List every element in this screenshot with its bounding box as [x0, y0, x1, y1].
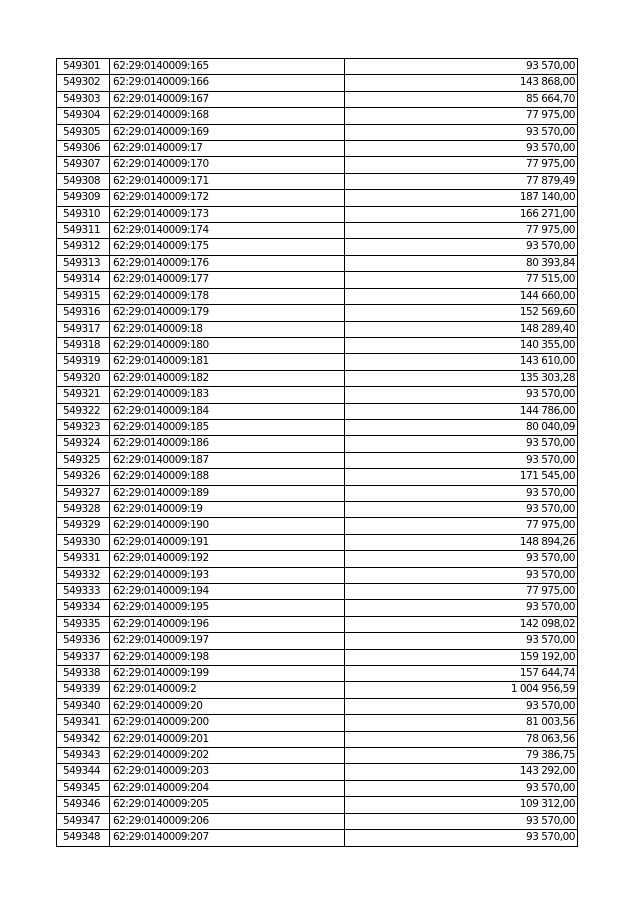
row-id-cell: 549309 [57, 190, 110, 206]
cadastral-value-cell: 148 289,40 [345, 321, 578, 337]
cadastral-number-cell: 62:29:0140009:193 [110, 567, 345, 583]
cadastral-value-cell: 1 004 956,59 [345, 682, 578, 698]
table-row [57, 157, 578, 173]
cadastral-number-cell: 62:29:0140009:178 [110, 288, 345, 304]
table-row [57, 780, 578, 796]
cadastral-number-cell: 62:29:0140009:189 [110, 485, 345, 501]
table-row [57, 239, 578, 255]
row-id-cell: 549344 [57, 764, 110, 780]
row-id-cell: 549331 [57, 551, 110, 567]
cadastral-value-cell: 93 570,00 [345, 830, 578, 846]
cadastral-value-cell: 93 570,00 [345, 633, 578, 649]
cadastral-value-cell: 135 303,28 [345, 370, 578, 386]
cadastral-number-cell: 62:29:0140009:195 [110, 600, 345, 616]
table-row [57, 501, 578, 517]
table-row [57, 403, 578, 419]
row-id-cell: 549313 [57, 255, 110, 271]
table-row [57, 830, 578, 846]
cadastral-value-cell: 77 975,00 [345, 223, 578, 239]
cadastral-number-cell: 62:29:0140009:199 [110, 666, 345, 682]
row-id-cell: 549320 [57, 370, 110, 386]
table-row [57, 75, 578, 91]
cadastral-value-cell: 142 098,02 [345, 616, 578, 632]
table-row [57, 469, 578, 485]
row-id-cell: 549312 [57, 239, 110, 255]
table-row [57, 616, 578, 632]
row-id-cell: 549332 [57, 567, 110, 583]
cadastral-value-cell: 157 644,74 [345, 666, 578, 682]
cadastral-number-cell: 62:29:0140009:171 [110, 173, 345, 189]
cadastral-value-cell: 81 003,56 [345, 715, 578, 731]
table-row [57, 452, 578, 468]
row-id-cell: 549326 [57, 469, 110, 485]
row-id-cell: 549301 [57, 59, 110, 75]
cadastral-value-cell: 143 610,00 [345, 354, 578, 370]
cadastral-value-cell: 148 894,26 [345, 534, 578, 550]
row-id-cell: 549316 [57, 305, 110, 321]
cadastral-number-cell: 62:29:0140009:20 [110, 698, 345, 714]
cadastral-number-cell: 62:29:0140009:202 [110, 748, 345, 764]
cadastral-number-cell: 62:29:0140009:165 [110, 59, 345, 75]
cadastral-value-cell: 93 570,00 [345, 387, 578, 403]
cadastral-number-cell: 62:29:0140009:166 [110, 75, 345, 91]
table-row [57, 190, 578, 206]
row-id-cell: 549327 [57, 485, 110, 501]
cadastral-value-cell: 93 570,00 [345, 141, 578, 157]
row-id-cell: 549348 [57, 830, 110, 846]
cadastral-number-cell: 62:29:0140009:186 [110, 436, 345, 452]
cadastral-value-cell: 93 570,00 [345, 567, 578, 583]
cadastral-value-cell: 93 570,00 [345, 813, 578, 829]
cadastral-number-cell: 62:29:0140009:19 [110, 501, 345, 517]
cadastral-number-cell: 62:29:0140009:204 [110, 780, 345, 796]
table-row [57, 764, 578, 780]
cadastral-value-cell: 109 312,00 [345, 797, 578, 813]
cadastral-value-cell: 187 140,00 [345, 190, 578, 206]
row-id-cell: 549339 [57, 682, 110, 698]
table-row [57, 715, 578, 731]
cadastral-value-cell: 93 570,00 [345, 698, 578, 714]
row-id-cell: 549305 [57, 124, 110, 140]
cadastral-value-cell: 152 569,60 [345, 305, 578, 321]
row-id-cell: 549311 [57, 223, 110, 239]
cadastral-number-cell: 62:29:0140009:168 [110, 108, 345, 124]
cadastral-value-cell: 79 386,75 [345, 748, 578, 764]
row-id-cell: 549343 [57, 748, 110, 764]
cadastral-number-cell: 62:29:0140009:167 [110, 91, 345, 107]
cadastral-value-cell: 143 868,00 [345, 75, 578, 91]
table-row [57, 682, 578, 698]
cadastral-number-cell: 62:29:0140009:175 [110, 239, 345, 255]
table-row [57, 485, 578, 501]
table-row [57, 698, 578, 714]
row-id-cell: 549324 [57, 436, 110, 452]
cadastral-number-cell: 62:29:0140009:198 [110, 649, 345, 665]
row-id-cell: 549342 [57, 731, 110, 747]
document-page [56, 58, 577, 847]
cadastral-number-cell: 62:29:0140009:182 [110, 370, 345, 386]
table-row [57, 223, 578, 239]
row-id-cell: 549318 [57, 337, 110, 353]
cadastral-number-cell: 62:29:0140009:183 [110, 387, 345, 403]
table-row [57, 173, 578, 189]
cadastral-value-cell: 143 292,00 [345, 764, 578, 780]
cadastral-value-cell: 144 660,00 [345, 288, 578, 304]
cadastral-value-cell: 159 192,00 [345, 649, 578, 665]
cadastral-number-cell: 62:29:0140009:196 [110, 616, 345, 632]
table-row [57, 797, 578, 813]
table-row [57, 813, 578, 829]
table-row [57, 600, 578, 616]
row-id-cell: 549322 [57, 403, 110, 419]
row-id-cell: 549303 [57, 91, 110, 107]
table-row [57, 255, 578, 271]
table-row [57, 633, 578, 649]
cadastral-value-cell: 171 545,00 [345, 469, 578, 485]
cadastral-number-cell: 62:29:0140009:17 [110, 141, 345, 157]
table-row [57, 419, 578, 435]
cadastral-value-cell: 78 063,56 [345, 731, 578, 747]
cadastral-number-cell: 62:29:0140009:181 [110, 354, 345, 370]
cadastral-value-cell: 77 975,00 [345, 518, 578, 534]
cadastral-number-cell: 62:29:0140009:206 [110, 813, 345, 829]
cadastral-value-cell: 77 975,00 [345, 157, 578, 173]
row-id-cell: 549335 [57, 616, 110, 632]
row-id-cell: 549333 [57, 584, 110, 600]
table-row [57, 354, 578, 370]
cadastral-value-cell: 144 786,00 [345, 403, 578, 419]
cadastral-number-cell: 62:29:0140009:203 [110, 764, 345, 780]
cadastral-number-cell: 62:29:0140009:180 [110, 337, 345, 353]
row-id-cell: 549321 [57, 387, 110, 403]
cadastral-value-cell: 77 879,49 [345, 173, 578, 189]
table-row [57, 141, 578, 157]
cadastral-number-cell: 62:29:0140009:205 [110, 797, 345, 813]
row-id-cell: 549336 [57, 633, 110, 649]
table-row [57, 305, 578, 321]
cadastral-number-cell: 62:29:0140009:187 [110, 452, 345, 468]
table-row [57, 91, 578, 107]
cadastral-number-cell: 62:29:0140009:194 [110, 584, 345, 600]
table-row [57, 108, 578, 124]
row-id-cell: 549304 [57, 108, 110, 124]
cadastral-value-cell: 93 570,00 [345, 124, 578, 140]
cadastral-number-cell: 62:29:0140009:200 [110, 715, 345, 731]
table-row [57, 337, 578, 353]
cadastral-value-cell: 80 040,09 [345, 419, 578, 435]
table-row [57, 272, 578, 288]
row-id-cell: 549347 [57, 813, 110, 829]
table-row [57, 387, 578, 403]
cadastral-value-cell: 85 664,70 [345, 91, 578, 107]
row-id-cell: 549314 [57, 272, 110, 288]
cadastral-value-cell: 80 393,84 [345, 255, 578, 271]
table-row [57, 584, 578, 600]
table-row [57, 124, 578, 140]
row-id-cell: 549307 [57, 157, 110, 173]
row-id-cell: 549345 [57, 780, 110, 796]
cadastral-number-cell: 62:29:0140009:169 [110, 124, 345, 140]
table-row [57, 59, 578, 75]
cadastral-number-cell: 62:29:0140009:207 [110, 830, 345, 846]
row-id-cell: 549346 [57, 797, 110, 813]
row-id-cell: 549328 [57, 501, 110, 517]
cadastral-value-cell: 93 570,00 [345, 436, 578, 452]
row-id-cell: 549334 [57, 600, 110, 616]
table-row [57, 551, 578, 567]
cadastral-number-cell: 62:29:0140009:197 [110, 633, 345, 649]
row-id-cell: 549330 [57, 534, 110, 550]
cadastral-number-cell: 62:29:0140009:18 [110, 321, 345, 337]
cadastral-number-cell: 62:29:0140009:176 [110, 255, 345, 271]
cadastral-value-cell: 93 570,00 [345, 452, 578, 468]
cadastral-value-cell: 77 975,00 [345, 584, 578, 600]
table-row [57, 731, 578, 747]
cadastral-number-cell: 62:29:0140009:179 [110, 305, 345, 321]
row-id-cell: 549315 [57, 288, 110, 304]
table-row [57, 567, 578, 583]
cadastral-value-cell: 93 570,00 [345, 551, 578, 567]
table-row [57, 666, 578, 682]
cadastral-value-cell: 77 515,00 [345, 272, 578, 288]
cadastral-number-cell: 62:29:0140009:172 [110, 190, 345, 206]
row-id-cell: 549337 [57, 649, 110, 665]
cadastral-value-cell: 93 570,00 [345, 239, 578, 255]
row-id-cell: 549310 [57, 206, 110, 222]
cadastral-number-cell: 62:29:0140009:177 [110, 272, 345, 288]
table-row [57, 288, 578, 304]
cadastral-number-cell: 62:29:0140009:191 [110, 534, 345, 550]
cadastral-number-cell: 62:29:0140009:184 [110, 403, 345, 419]
cadastral-value-table [56, 58, 578, 847]
table-row [57, 649, 578, 665]
row-id-cell: 549306 [57, 141, 110, 157]
row-id-cell: 549319 [57, 354, 110, 370]
table-row [57, 534, 578, 550]
cadastral-value-cell: 140 355,00 [345, 337, 578, 353]
row-id-cell: 549308 [57, 173, 110, 189]
cadastral-value-cell: 77 975,00 [345, 108, 578, 124]
cadastral-value-cell: 93 570,00 [345, 780, 578, 796]
row-id-cell: 549317 [57, 321, 110, 337]
table-row [57, 206, 578, 222]
cadastral-number-cell: 62:29:0140009:192 [110, 551, 345, 567]
table-row [57, 436, 578, 452]
cadastral-value-cell: 93 570,00 [345, 501, 578, 517]
table-row [57, 518, 578, 534]
cadastral-number-cell: 62:29:0140009:185 [110, 419, 345, 435]
row-id-cell: 549340 [57, 698, 110, 714]
row-id-cell: 549329 [57, 518, 110, 534]
cadastral-number-cell: 62:29:0140009:2 [110, 682, 345, 698]
cadastral-number-cell: 62:29:0140009:201 [110, 731, 345, 747]
cadastral-number-cell: 62:29:0140009:188 [110, 469, 345, 485]
cadastral-value-cell: 166 271,00 [345, 206, 578, 222]
cadastral-number-cell: 62:29:0140009:190 [110, 518, 345, 534]
table-row [57, 748, 578, 764]
row-id-cell: 549338 [57, 666, 110, 682]
cadastral-number-cell: 62:29:0140009:174 [110, 223, 345, 239]
table-row [57, 321, 578, 337]
table-row [57, 370, 578, 386]
cadastral-number-cell: 62:29:0140009:173 [110, 206, 345, 222]
row-id-cell: 549302 [57, 75, 110, 91]
cadastral-value-cell: 93 570,00 [345, 485, 578, 501]
row-id-cell: 549323 [57, 419, 110, 435]
row-id-cell: 549341 [57, 715, 110, 731]
cadastral-value-cell: 93 570,00 [345, 600, 578, 616]
row-id-cell: 549325 [57, 452, 110, 468]
table-body [57, 59, 578, 847]
cadastral-number-cell: 62:29:0140009:170 [110, 157, 345, 173]
cadastral-value-cell: 93 570,00 [345, 59, 578, 75]
